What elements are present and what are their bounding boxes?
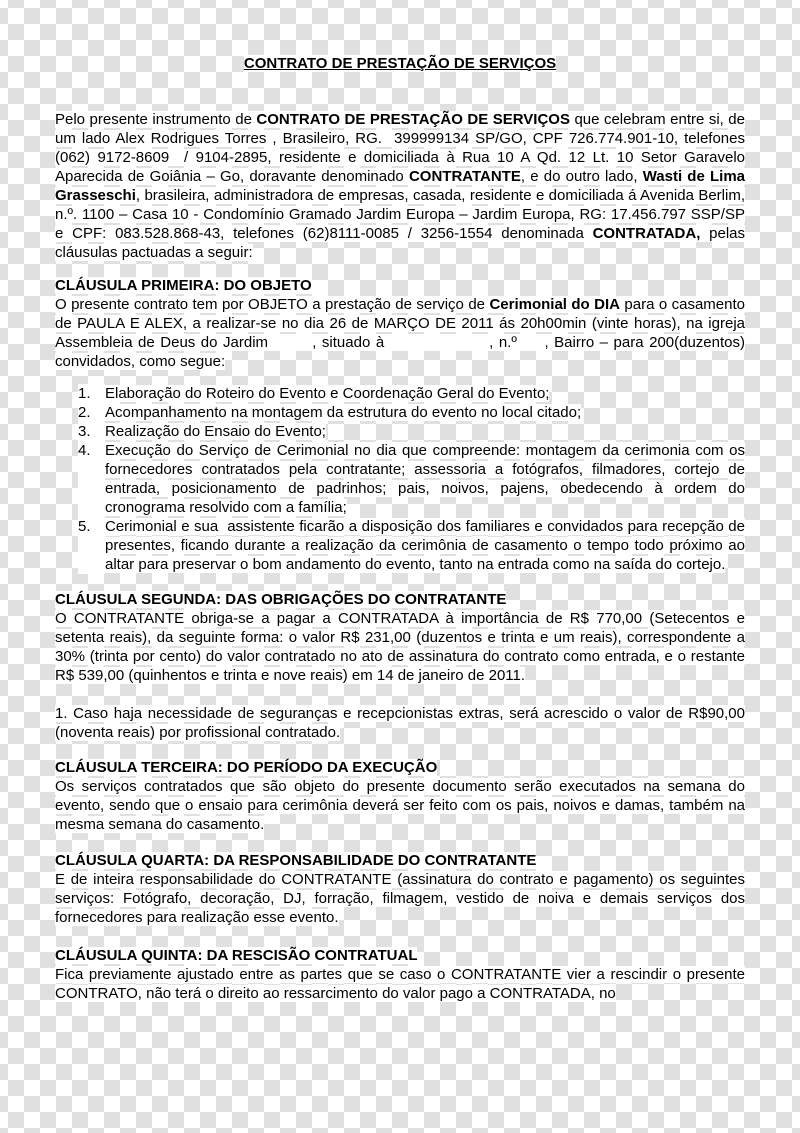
clause-terceira-heading-text: CLÁUSULA TERCEIRA: DO PERÍODO DA EXECUÇÃO [55, 759, 438, 776]
list-item [78, 384, 745, 403]
list-item [78, 517, 745, 574]
clause-terceira-body: Os serviços contratados que são objeto do presente documento serão executados na semana do evento, sendo que o ensaio para cerimônia deverá ser feito com os pais, noivos e damas, também na mesma semana do casamento. [55, 778, 745, 833]
document-title [55, 54, 745, 73]
clause-terceira [55, 758, 745, 834]
clause-quarta-heading [55, 851, 745, 870]
list-item-text: Acompanhamento na montagem da estrutura do evento no local citado; [105, 404, 582, 421]
clause-primeira [55, 276, 745, 371]
clause-quarta-heading-text: CLÁUSULA QUARTA: DA RESPONSABILIDADE DO CONTRATANTE [55, 852, 537, 869]
document-title-text: CONTRATO DE PRESTAÇÃO DE SERVIÇOS [243, 55, 557, 72]
clause-quinta-heading [55, 946, 745, 965]
list-item-number: 1. [78, 384, 105, 403]
clause-segunda [55, 590, 745, 685]
extra-security-note-paragraph: 1. Caso haja necessidade de seguranças e recepcionistas extras, será acrescido o valor de R$90,00 (noventa reais) por profissional contratado. [55, 705, 745, 741]
intro-paragraph: Pelo presente instrumento de CONTRATO DE PRESTAÇÃO DE SERVIÇOS que celebram entre si, de um lado Alex Rodrigues Torres , Brasileiro, RG. 399999134 SP/GO, CPF 726.774.901-10, telefones (062) 9172-8609 / 9104-2895, residente e domiciliada à Rua 10 A Qd. 12 Lt. 10 Setor Garavelo Aparecida de Goiânia – Go, doravante denominado CONTRATANTE, e do outro lado, Wasti de Lima Grasseschi, brasileira, administradora de empresas, casada, residente e domiciliada á Avenida Berlim, n.º. 1100 – Casa 10 - Condomínio Gramado Jardim Europa – Jardim Europa, RG: 17.456.797 SSP/SP e CPF: 083.528.868-43, telefones (62)8111-0085 / 3256-1554 denominada CONTRATADA, pelas cláusulas pactuadas a seguir: [55, 111, 746, 261]
clause-quinta [55, 946, 745, 1003]
list-item-number: 4. [78, 441, 105, 517]
list-item-text: Cerimonial e sua assistente ficarão a disposição dos familiares e convidados para recepção de presentes, ficando durante a realização da cerimônia de casamento o tempo todo próximo ao altar para preservar o bom andamento do evento, tanto na entrada como na saída do cortejo. [105, 518, 745, 573]
service-items-list [55, 384, 745, 574]
list-item-number: 3. [78, 422, 105, 441]
clause-quinta-body: Fica previamente ajustado entre as partes que se caso o CONTRATANTE vier a rescindir o presente CONTRATO, não terá o direito ao ressarcimento do valor pago a CONTRATADA, no [55, 966, 745, 1002]
list-item-text: Realização do Ensaio do Evento; [105, 423, 326, 440]
list-item [78, 441, 745, 517]
clause-segunda-heading-text: CLÁUSULA SEGUNDA: DAS OBRIGAÇÕES DO CONTRATANTE [55, 591, 507, 608]
clause-terceira-heading [55, 758, 745, 777]
clause-quinta-heading-text: CLÁUSULA QUINTA: DA RESCISÃO CONTRATUAL [55, 947, 418, 964]
clause-quarta [55, 851, 745, 927]
clause-primeira-heading-text: CLÁUSULA PRIMEIRA: DO OBJETO [55, 277, 312, 294]
list-item-number: 5. [78, 517, 105, 574]
clause-segunda-heading [55, 590, 745, 609]
list-item-text: Elaboração do Roteiro do Evento e Coordenação Geral do Evento; [105, 385, 550, 402]
list-item-text: Execução do Serviço de Cerimonial no dia que compreende: montagem da cerimonia com os fornecedores contratados pela contratante; assessoria a fotógrafos, filmadores, cortejo de entrada, posicionamento de padrinhos; pais, noivos, pajens, obedecendo à ordem do cronograma resolvido com a família; [105, 442, 745, 516]
clause-quarta-body: E de inteira responsabilidade do CONTRATANTE (assinatura do contrato e pagamento) os seguintes serviços: Fotógrafo, decoração, DJ, forração, filmagem, vestido de noiva e demais serviços dos fornecedores para realização esse evento. [55, 871, 745, 926]
list-item-number: 2. [78, 403, 105, 422]
clause-primeira-body: O presente contrato tem por OBJETO a prestação de serviço de Cerimonial do DIA para o casamento de PAULA E ALEX, a realizar-se no dia 26 de MARÇO DE 2011 ás 20h00min (vinte horas), na igreja Assembleia de Deus do Jardim , situado à , n.º , Bairro – para 200(duzentos) convidados, como segue: [55, 296, 745, 370]
list-item [78, 403, 745, 422]
list-item [78, 422, 745, 441]
clause-primeira-heading [55, 276, 745, 295]
clause-segunda-body: O CONTRATANTE obriga-se a pagar a CONTRATADA à importância de R$ 770,00 (Setecentos e setenta reais), da seguinte forma: o valor R$ 231,00 (duzentos e trinta e um reais), correspondente a 30% (trinta por cento) do valor contratado no ato de assinatura do contrato como entrada, e o restante R$ 539,00 (quinhentos e trinta e nove reais) em 14 de janeiro de 2011. [55, 610, 745, 684]
contract-document [55, 54, 745, 1003]
